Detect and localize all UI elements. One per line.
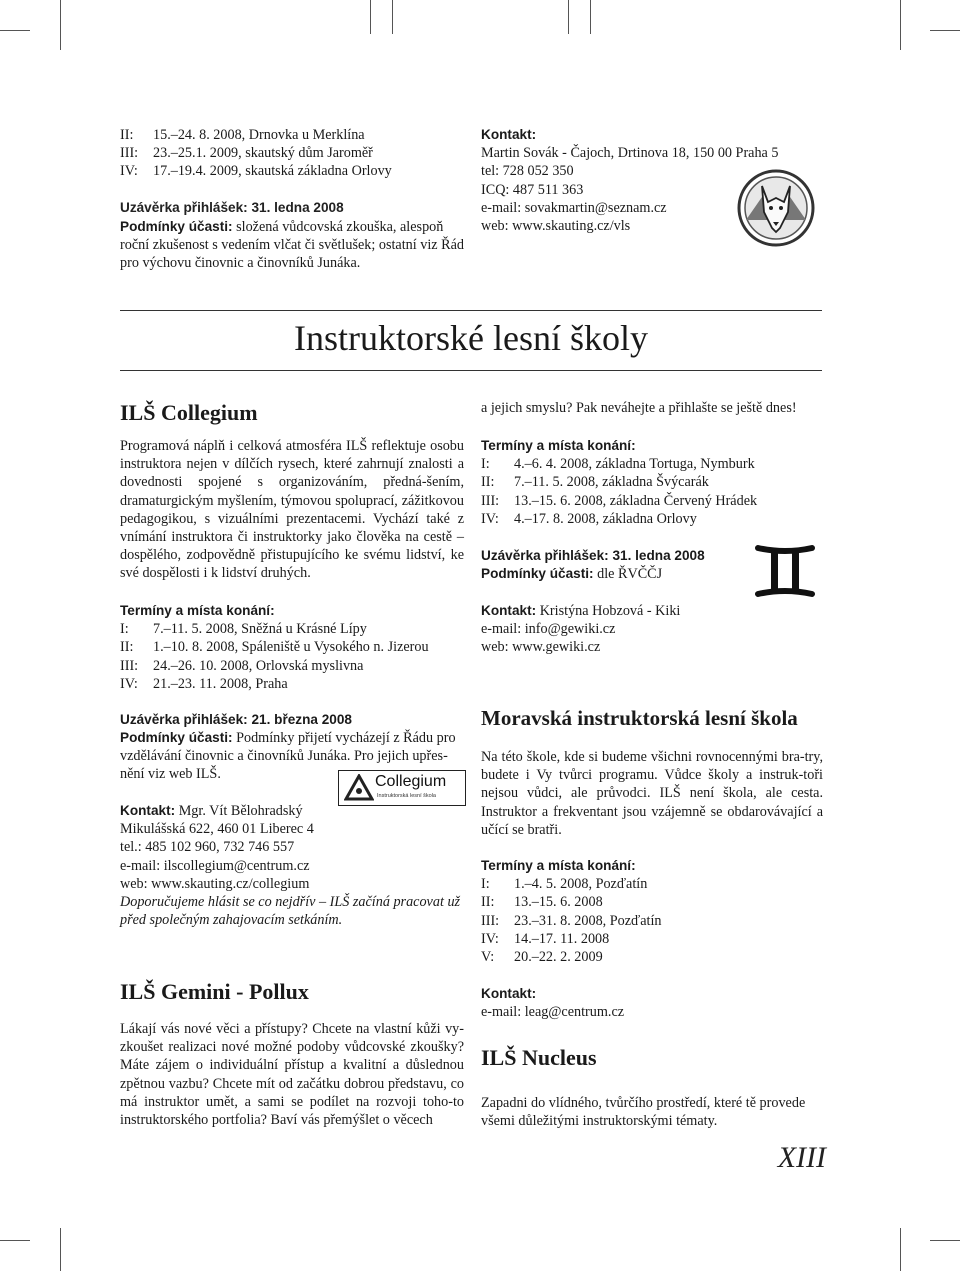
date-row: IV: 17.–19.4. 2009, skautská základna Orlovy xyxy=(120,163,392,180)
crop-mark xyxy=(0,30,30,31)
crop-mark xyxy=(590,0,591,34)
contact-label: Kontakt: xyxy=(481,603,537,618)
crop-mark xyxy=(900,0,901,50)
nucleus-title: ILŠ Nucleus xyxy=(481,1045,597,1070)
term-row: I: 4.–6. 4. 2008, základna Tortuga, Nymburk xyxy=(481,456,755,473)
term-row: V: 20.–22. 2. 2009 xyxy=(481,949,603,966)
contact-line: e-mail: sovakmartin@seznam.cz xyxy=(481,199,667,216)
top-conditions: Podmínky účasti: složená vůdcovská zkouška, alespoň roční zkušenost s vedením vlčat či světlušek; ostatní viz Řád pro výchovu činovnic a činovníků Junáka. xyxy=(120,219,464,272)
contact-label: Kontakt: xyxy=(120,803,176,818)
nucleus-intro: Zapadni do vlídného, tvůrčího prostředí, které tě provede všemi důležitými instruktorskými tématy. xyxy=(481,1095,806,1130)
term-row: IV: 21.–23. 11. 2008, Praha xyxy=(120,675,288,692)
crop-mark xyxy=(370,0,371,34)
terms-label: Termíny a místa konání: xyxy=(120,603,275,618)
gemini-contact xyxy=(481,602,823,657)
moravska-terms xyxy=(481,857,823,966)
contact-line: ICQ: 487 511 363 xyxy=(481,181,584,198)
conditions-label: Podmínky účasti: xyxy=(481,566,594,581)
collegium-logo xyxy=(338,770,466,806)
conditions-label: Podmínky účasti: xyxy=(120,730,233,745)
conditions-label: Podmínky účasti: xyxy=(120,219,233,234)
gemini-title: ILŠ Gemini - Pollux xyxy=(120,979,309,1004)
crop-mark xyxy=(392,0,393,34)
contact-line: Mikulášská 622, 460 01 Liberec 4 xyxy=(120,821,314,838)
crop-mark xyxy=(930,1240,960,1241)
gemini-symbol-icon xyxy=(752,540,818,602)
logo-subtext: Instruktorská lesní škola xyxy=(377,793,436,799)
title-rule xyxy=(120,370,822,371)
crop-mark xyxy=(568,0,569,34)
gemini-terms xyxy=(481,437,823,528)
contact-line: e-mail: info@gewiki.cz xyxy=(481,621,616,638)
moravska-intro: Na této škole, kde si budeme všichni rovnocennými bra-try, budete i Vy tvůrci programu. Vůdce školy a instruk-toři nejsou vůdci, ale průvodci. ILŠ není škola, ale cesta. Instruktor a frekventant jsou vzájemně se obdarovávající a učící se bratři. xyxy=(481,749,823,838)
collegium-intro: Programová náplň i celková atmosféra ILŠ reflektuje osobu instruktora nejen v dílčích rysech, které zahrnují znalosti a dovednosti spojené s organizováním, předná-šením, dramaturgickým myšlením, týmovou spoluprací, zážitkovou pedagogikou, s vizuálními prezentacemi. Vychází také z vnímání instruktora či instruktorky jako člověka na cestě – dospělého, zodpovědně přistupujícího ke svému lidství, ke své dospělosti i k lidství druhých. xyxy=(120,438,464,582)
terms-label: Termíny a místa konání: xyxy=(481,438,636,453)
top-deadline: Uzávěrka přihlášek: 31. ledna 2008 xyxy=(120,200,344,215)
logo-text: Collegium xyxy=(375,773,447,790)
moravska-contact xyxy=(481,985,823,1021)
contact-line: web: www.skauting.cz/vls xyxy=(481,218,631,235)
contact-line: Martin Sovák - Čajoch, Drtinova 18, 150 00 Praha 5 xyxy=(481,145,779,162)
date-row: II: 15.–24. 8. 2008, Drnovka u Merklína xyxy=(120,127,365,143)
title-rule xyxy=(120,310,822,311)
date-row: III: 23.–25.1. 2009, skautský dům Jaroměř xyxy=(120,145,373,162)
crop-mark xyxy=(0,1240,30,1241)
term-row: IV: 14.–17. 11. 2008 xyxy=(481,930,610,947)
contact-line: web: www.skauting.cz/collegium xyxy=(120,875,310,892)
contact-line: tel: 728 052 350 xyxy=(481,163,574,180)
page-number: XIII xyxy=(777,1141,826,1174)
term-row: II: 1.–10. 8. 2008, Spáleniště u Vysokého n. Jizerou xyxy=(120,639,429,656)
collegium-deadline: Uzávěrka přihlášek: 21. března 2008 xyxy=(120,712,352,727)
contact-line: tel.: 485 102 960, 732 746 557 xyxy=(120,839,295,856)
collegium-conditions: Podmínky účasti: Podmínky přijetí vycházejí z Řádu pro vzdělávání činovnic a činovníků Junáka. Pro jejich upřes-nění viz web ILŠ. xyxy=(120,730,456,783)
gemini-deadline: Uzávěrka přihlášek: 31. ledna 2008 xyxy=(481,548,705,563)
wolf-emblem-icon xyxy=(734,168,818,248)
triangle-logo-icon xyxy=(344,774,374,801)
term-row: I: 7.–11. 5. 2008, Sněžná u Krásné Lípy xyxy=(120,621,367,638)
terms-label: Termíny a místa konání: xyxy=(481,858,636,873)
crop-mark xyxy=(900,1228,901,1271)
contact-line: e-mail: ilscollegium@centrum.cz xyxy=(120,857,310,874)
contact-name: Kristýna Hobzová - Kiki xyxy=(536,603,681,619)
contact-line: e-mail: leag@centrum.cz xyxy=(481,1004,625,1021)
contact-name: Mgr. Vít Bělohradský xyxy=(175,803,303,819)
gemini-intro-cont: a jejich smyslu? Pak neváhejte a přihlašte se ještě dnes! xyxy=(481,400,797,416)
term-row: I: 1.–4. 5. 2008, Pozďatín xyxy=(481,876,648,893)
term-row: III: 13.–15. 6. 2008, základna Červený Hrádek xyxy=(481,492,758,509)
contact-label: Kontakt: xyxy=(481,986,537,1001)
moravska-title: Moravská instruktorská lesní škola xyxy=(481,706,798,730)
gemini-conditions: Podmínky účasti: dle ŘVČČJ xyxy=(481,566,663,582)
collegium-contact xyxy=(120,802,464,929)
collegium-title: ILŠ Collegium xyxy=(120,400,258,425)
top-dates xyxy=(120,126,470,181)
collegium-note: Doporučujeme hlásit se co nejdřív – ILŠ začíná pracovat už před společným zahajovacím setkáním. xyxy=(120,894,461,929)
term-row: III: 23.–31. 8. 2008, Pozďatín xyxy=(481,912,662,929)
crop-mark xyxy=(930,30,960,31)
page-title: Instruktorské lesní školy xyxy=(294,318,648,358)
term-row: IV: 4.–17. 8. 2008, základna Orlovy xyxy=(481,510,697,527)
crop-mark xyxy=(60,0,61,50)
collegium-terms xyxy=(120,602,470,693)
term-row: III: 24.–26. 10. 2008, Orlovská myslivna xyxy=(120,657,364,674)
contact-line: web: www.gewiki.cz xyxy=(481,639,601,656)
gemini-intro: Lákají vás nové věci a přístupy? Chcete na vlastní kůži vy-zkoušet realizaci nové možné podoby vůdcovské zkoušky? Máte zájem o individuální přístup a kvalitní a důslednou zpětnou vazbu? Chcete mít od začátku dobrou představu, co má instruktor umět, a sami se podílet na rozvoji toho-to instruktorského portfolia? Baví vás přemýšlet o věcech xyxy=(120,1021,464,1129)
term-row: II: 7.–11. 5. 2008, základna Švýcarák xyxy=(481,474,709,491)
contact-label: Kontakt: xyxy=(481,127,537,142)
term-row: II: 13.–15. 6. 2008 xyxy=(481,894,603,911)
crop-mark xyxy=(60,1228,61,1271)
